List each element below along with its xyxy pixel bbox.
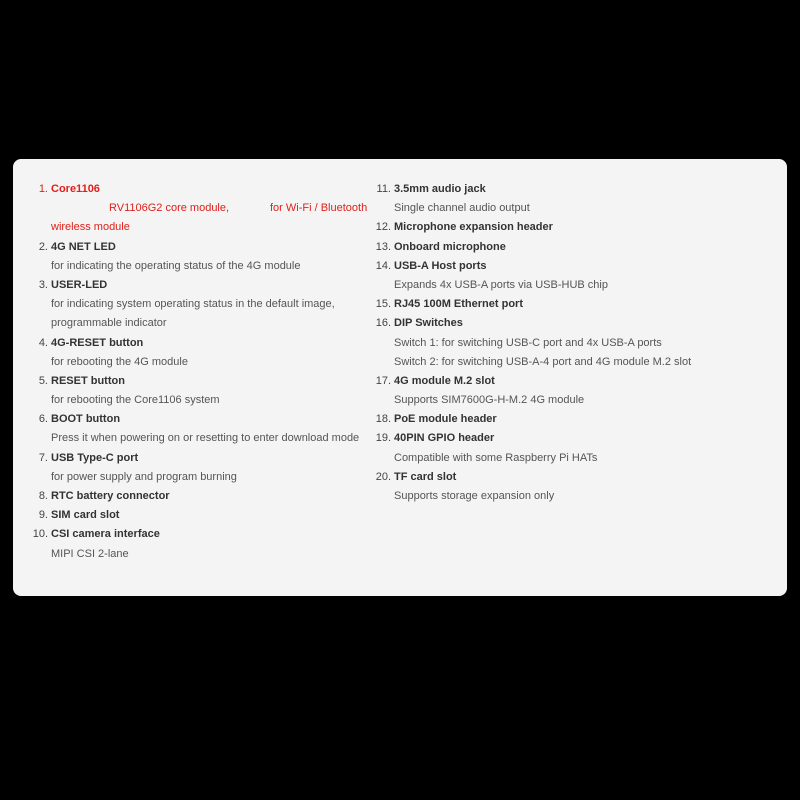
legend-item-description-part: RV1106G2 core module, — [109, 202, 230, 215]
legend-item-title: 40PIN GPIO header — [394, 432, 495, 445]
legend-item-heading — [356, 218, 776, 237]
legend-item — [13, 487, 373, 506]
legend-item-number: 3. — [38, 278, 48, 291]
legend-item — [356, 314, 776, 372]
legend-item — [13, 525, 373, 563]
legend-item-title: SIM card slot — [51, 509, 120, 522]
legend-item — [13, 238, 373, 276]
legend-item-number: 19. — [375, 432, 391, 445]
legend-item-title: USB-A Host ports — [394, 259, 487, 272]
legend-item-title: Onboard microphone — [394, 240, 506, 253]
legend-item — [356, 238, 776, 257]
legend-item-heading — [356, 257, 776, 276]
legend-item-title: RJ45 100M Ethernet port — [394, 298, 523, 311]
legend-item-heading — [13, 238, 373, 257]
legend-item-number: 12. — [375, 221, 391, 234]
legend-item — [13, 334, 373, 372]
legend-item-title: CSI camera interface — [51, 528, 160, 541]
legend-item-heading — [13, 372, 373, 391]
legend-item — [356, 410, 776, 429]
legend-item-description: Supports SIM7600G-H-M.2 4G module — [394, 394, 585, 407]
legend-item-title: 4G-RESET button — [51, 336, 144, 349]
legend-item — [356, 429, 776, 467]
legend-item-description: Switch 1: for switching USB-C port and 4x USB-A ports — [394, 336, 662, 349]
legend-item — [356, 180, 776, 218]
legend-item — [13, 410, 373, 448]
legend-item-heading — [356, 468, 776, 487]
legend-item-title: Core1106 — [51, 183, 100, 195]
legend-item-title: RESET button — [51, 374, 125, 387]
legend-item — [356, 295, 776, 314]
legend-item-number: 6. — [38, 413, 48, 426]
legend-item-number: 13. — [375, 240, 391, 253]
legend-item-description: for indicating the operating status of the 4G module — [51, 259, 301, 272]
legend-item-title: PoE module header — [394, 413, 497, 426]
legend-item-number: 5. — [38, 374, 48, 387]
legend-item-number: 9. — [38, 509, 48, 522]
legend-item-number: 14. — [375, 259, 391, 272]
legend-item-heading — [356, 410, 776, 429]
legend-item-number: 20. — [375, 470, 391, 483]
legend-item-heading — [13, 525, 373, 544]
legend-item — [356, 468, 776, 506]
legend-item-description — [13, 199, 373, 218]
legend-item-title: 4G module M.2 slot — [394, 374, 495, 387]
legend-item-title: Microphone expansion header — [394, 221, 553, 234]
legend-item-description: wireless module — [51, 221, 130, 234]
legend-item-heading — [13, 449, 373, 468]
legend-item-number: 10. — [32, 528, 48, 541]
legend-item-title: DIP Switches — [394, 317, 463, 330]
legend-item — [356, 257, 776, 295]
legend-item-heading — [13, 410, 373, 429]
legend-item-description: programmable indicator — [51, 317, 167, 330]
legend-item-heading — [13, 487, 373, 506]
legend-item-number: 2. — [38, 240, 48, 253]
legend-item-heading — [356, 429, 776, 448]
legend-item-number: 18. — [375, 413, 391, 426]
legend-item-title: USER-LED — [51, 278, 108, 291]
interface-legend-card — [13, 159, 787, 596]
legend-item-number: 17. — [375, 374, 391, 387]
legend-item-number: 7. — [38, 451, 48, 464]
legend-item-heading — [356, 295, 776, 314]
legend-item — [13, 449, 373, 487]
legend-item-description: for indicating system operating status in the default image, — [51, 298, 335, 311]
legend-item-title: TF card slot — [394, 470, 457, 483]
legend-item-number: 8. — [38, 490, 48, 502]
legend-item-heading — [356, 314, 776, 333]
legend-item — [13, 180, 373, 238]
legend-column-right — [356, 180, 776, 506]
legend-item-number: 15. — [375, 298, 391, 311]
legend-item-description: Press it when powering on or resetting to enter download mode — [51, 432, 360, 445]
legend-item-number: 16. — [375, 317, 391, 330]
legend-item-number: 4. — [38, 336, 48, 349]
legend-item — [356, 372, 776, 410]
legend-item-description-part: for Wi-Fi / Bluetooth — [270, 202, 368, 215]
legend-item-heading — [356, 372, 776, 391]
legend-item-description: for rebooting the Core1106 system — [51, 394, 220, 407]
legend-item-title: 3.5mm audio jack — [394, 183, 486, 195]
legend-item-description: Switch 2: for switching USB-A-4 port and 4G module M.2 slot — [394, 355, 692, 368]
legend-item-number: 11. — [376, 183, 391, 195]
legend-item-heading — [13, 276, 373, 295]
legend-item-title: 4G NET LED — [51, 240, 116, 253]
legend-item — [13, 276, 373, 334]
legend-item — [13, 372, 373, 410]
legend-item-heading — [356, 180, 776, 199]
legend-item-description: Supports storage expansion only — [394, 490, 555, 502]
legend-item — [13, 506, 373, 525]
legend-item-title: RTC battery connector — [51, 490, 170, 502]
legend-item-heading — [13, 180, 373, 199]
legend-item-title: BOOT button — [51, 413, 121, 426]
legend-item-description: MIPI CSI 2-lane — [51, 547, 129, 560]
legend-item-description: Single channel audio output — [394, 202, 530, 215]
legend-item-heading — [13, 334, 373, 353]
legend-item-heading — [13, 506, 373, 525]
legend-item-description: for power supply and program burning — [51, 470, 237, 483]
legend-item-description: for rebooting the 4G module — [51, 355, 188, 368]
legend-column-left — [13, 180, 373, 564]
legend-item-description: Expands 4x USB-A ports via USB-HUB chip — [394, 278, 608, 291]
legend-item-heading — [356, 238, 776, 257]
legend-item-description: Compatible with some Raspberry Pi HATs — [394, 451, 598, 464]
legend-item — [356, 218, 776, 237]
legend-item-title: USB Type-C port — [51, 451, 139, 464]
legend-item-number: 1. — [38, 183, 48, 195]
